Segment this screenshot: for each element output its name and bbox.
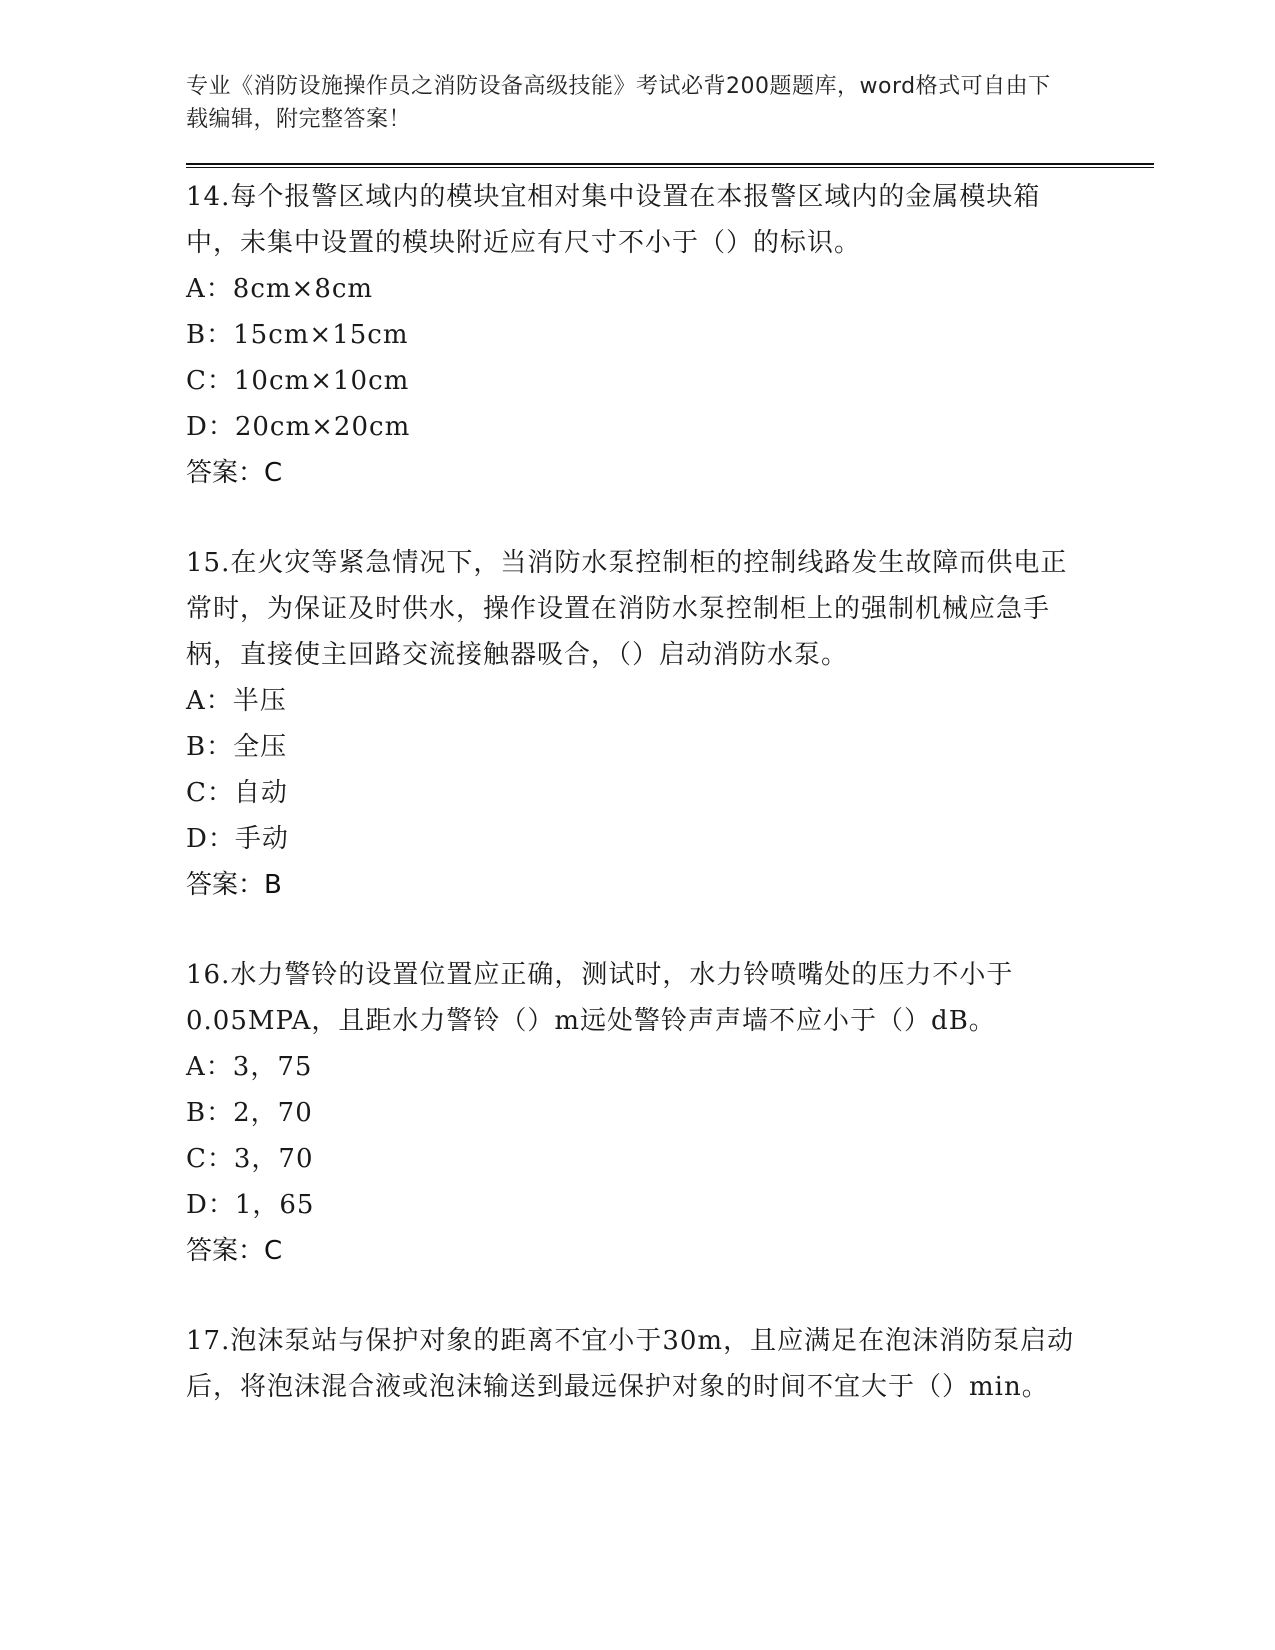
option-c: C：自动 [186, 778, 288, 808]
question-stem: 16.水力警铃的设置位置应正确，测试时，水力铃喷嘴处的压力不小于0.05MPA，且距水力警铃（）m远处警铃声声墙不应小于（）dB。 [186, 960, 1014, 1036]
answer: 答案：C [186, 1236, 283, 1266]
option-b: B：2，70 [186, 1098, 313, 1128]
option-c: C：10cm×10cm [186, 366, 410, 396]
document-page [186, 70, 1156, 1410]
question-stem: 17.泡沫泵站与保护对象的距离不宜小于30m，且应满足在泡沫消防泵启动后，将泡沫混合液或泡沫输送到最远保护对象的时间不宜大于（）min。 [186, 1326, 1075, 1402]
option-a: A：8cm×8cm [186, 274, 374, 304]
question-14 [186, 174, 1156, 496]
document-header: 专业《消防设施操作员之消防设备高级技能》考试必背200题题库，word格式可自由下载编辑，附完整答案！ [186, 74, 1051, 132]
question-15 [186, 540, 1156, 908]
question-17 [186, 1318, 1156, 1410]
option-b: B：15cm×15cm [186, 320, 409, 350]
question-stem: 15.在火灾等紧急情况下，当消防水泵控制柜的控制线路发生故障而供电正常时，为保证及时供水，操作设置在消防水泵控制柜上的强制机械应急手柄，直接使主回路交流接触器吸合，（）启动消防水泵。 [186, 548, 1068, 670]
option-c: C：3，70 [186, 1144, 314, 1174]
option-a: A：半压 [186, 686, 287, 716]
question-stem: 14.每个报警区域内的模块宜相对集中设置在本报警区域内的金属模块箱中，未集中设置的模块附近应有尺寸不小于（）的标识。 [186, 182, 1041, 258]
option-d: D：手动 [186, 824, 289, 854]
answer: 答案：C [186, 458, 283, 488]
question-16 [186, 952, 1156, 1274]
option-b: B：全压 [186, 732, 288, 762]
option-a: A：3，75 [186, 1052, 313, 1082]
option-d: D：20cm×20cm [186, 412, 411, 442]
answer: 答案：B [186, 870, 282, 900]
header-divider [186, 163, 1154, 168]
option-d: D：1，65 [186, 1190, 315, 1220]
